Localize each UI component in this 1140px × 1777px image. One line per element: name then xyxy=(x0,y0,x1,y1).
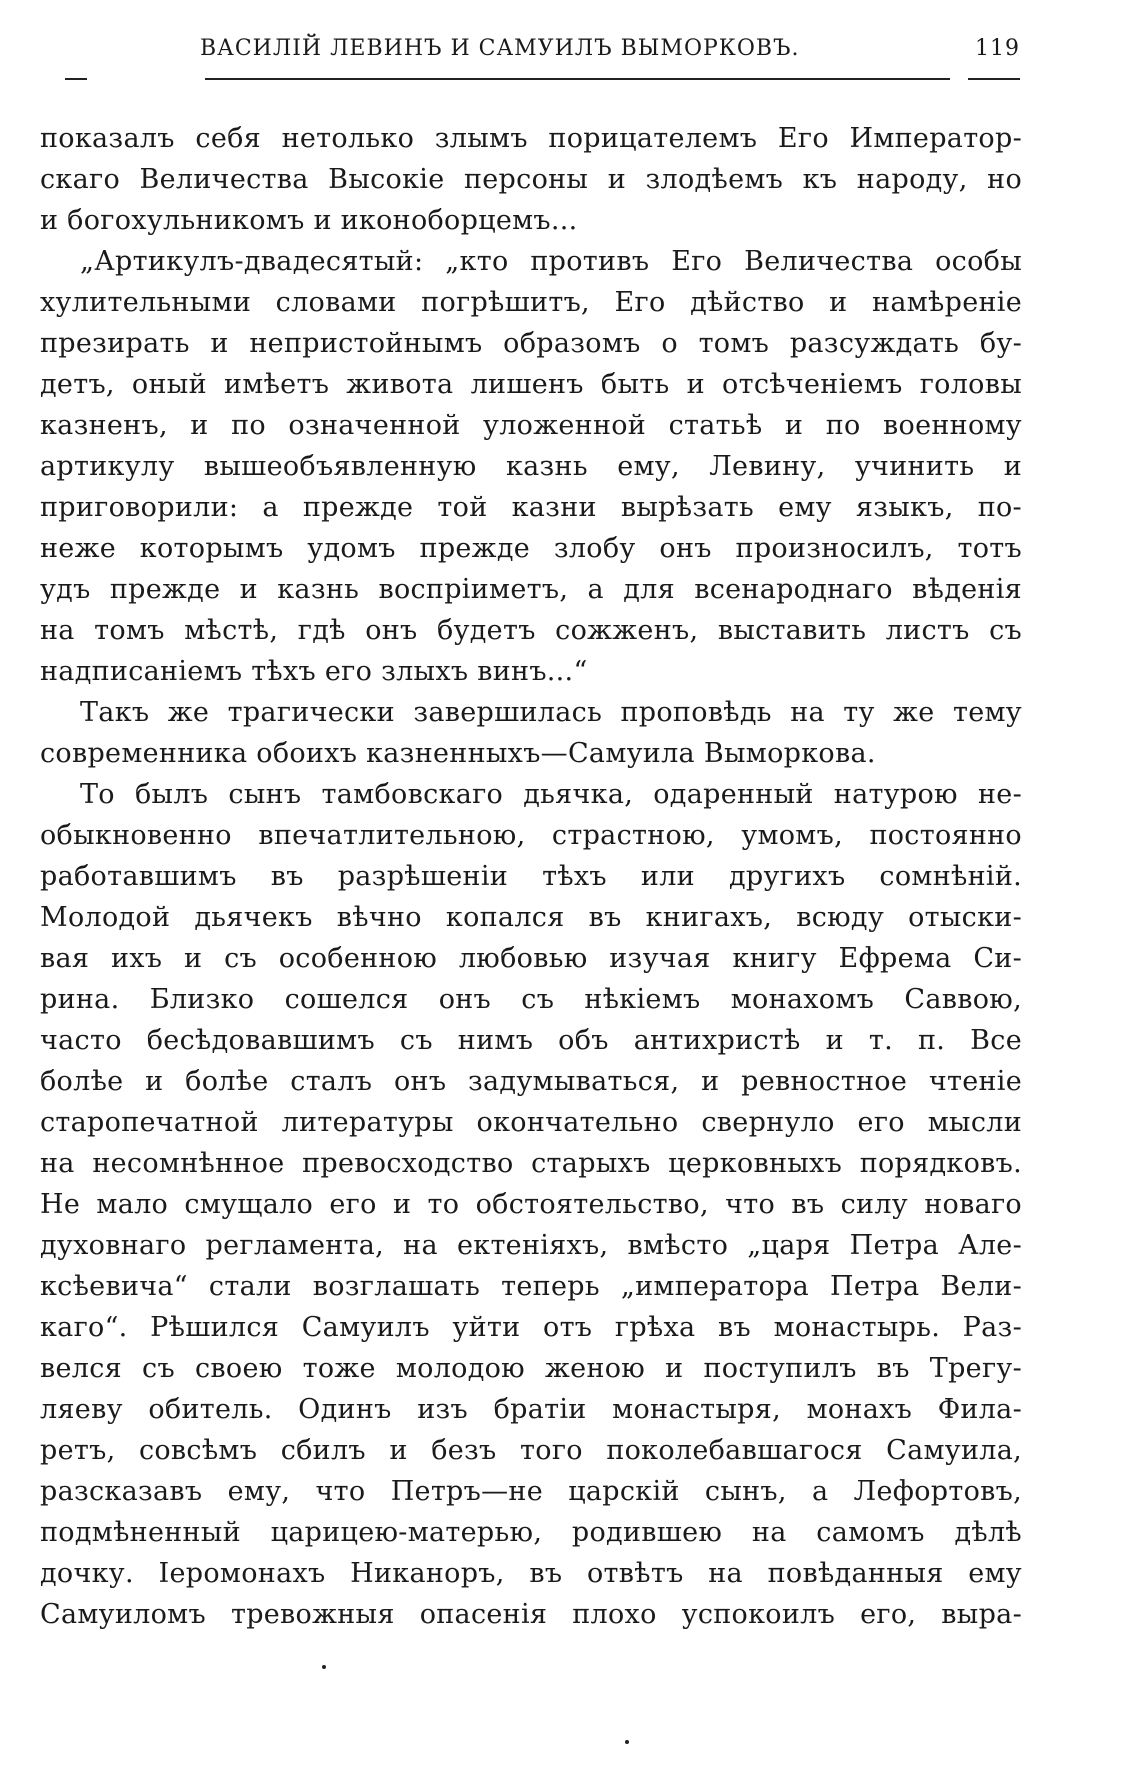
header-rule-center xyxy=(205,78,950,80)
text-line: удъ прежде и казнь воспріиметъ, а для всенароднаго вѣденія xyxy=(40,574,1022,605)
text-line: разсказавъ ему, что Петръ—не царскій сынъ, а Лефортовъ, xyxy=(40,1476,1022,1507)
text-line: дочку. Іеромонахъ Никаноръ, въ отвѣтъ на повѣданныя ему xyxy=(40,1558,1022,1589)
text-line: и богохульникомъ и иконоборцемъ... xyxy=(40,205,578,236)
paragraph xyxy=(40,241,1022,692)
text-line: приговорили: а прежде той казни вырѣзать ему языкъ, по- xyxy=(40,492,1022,523)
text-line: надписаніемъ тѣхъ его злыхъ винъ...“ xyxy=(40,656,588,687)
text-line: подмѣненный царицею-матерью, родившею на самомъ дѣлѣ xyxy=(40,1517,1022,1548)
text-line: неже которымъ удомъ прежде злобу онъ произносилъ, тотъ xyxy=(40,533,1022,564)
text-line: „Артикулъ-двадесятый: „кто противъ Его Величества особы xyxy=(80,246,1022,277)
text-line: казненъ, и по означенной уложенной статьѣ и по военному xyxy=(40,410,1022,441)
text-line: ретъ, совсѣмъ сбилъ и безъ того поколебавшагося Самуила, xyxy=(40,1435,1022,1466)
paragraph xyxy=(40,118,1022,241)
print-speck xyxy=(322,1665,326,1669)
page-number: 119 xyxy=(975,36,1020,61)
text-line: То былъ сынъ тамбовскаго дьячка, одаренный натурою не- xyxy=(80,779,1022,810)
paragraph xyxy=(40,774,1022,1635)
text-line: старопечатной литературы окончательно свернуло его мысли xyxy=(40,1107,1022,1138)
header-rule-right xyxy=(968,78,1020,80)
text-line: ляеву обитель. Одинъ изъ братіи монастыря, монахъ Фила- xyxy=(40,1394,1022,1425)
text-line: болѣе и болѣе сталъ онъ задумываться, и ревностное чтеніе xyxy=(40,1066,1022,1097)
print-speck xyxy=(625,1740,629,1744)
text-line: на томъ мѣстѣ, гдѣ онъ будетъ сожженъ, выставить листъ съ xyxy=(40,615,1022,646)
text-line: рина. Близко сошелся онъ съ нѣкіемъ монахомъ Саввою, xyxy=(40,984,1022,1015)
text-line: часто бесѣдовавшимъ съ нимъ объ антихристѣ и т. п. Все xyxy=(40,1025,1022,1056)
text-line: каго“. Рѣшился Самуилъ уйти отъ грѣха въ монастырь. Раз- xyxy=(40,1312,1022,1343)
paragraph xyxy=(40,692,1022,774)
text-line: ксѣевича“ стали возглашать теперь „императора Петра Вели- xyxy=(40,1271,1022,1302)
text-line: Такъ же трагически завершилась проповѣдь на ту же тему xyxy=(80,697,1022,728)
text-line: работавшимъ въ разрѣшеніи тѣхъ или другихъ сомнѣній. xyxy=(40,861,1022,892)
text-line: презирать и непристойнымъ образомъ о томъ разсуждать бу- xyxy=(40,328,1022,359)
header-rule-left xyxy=(65,78,87,80)
text-line: скаго Величества Высокіе персоны и злодѣемъ къ народу, но xyxy=(40,164,1022,195)
text-line: на несомнѣнное превосходство старыхъ церковныхъ порядковъ. xyxy=(40,1148,1022,1179)
text-line: обыкновенно впечатлительною, страстною, умомъ, постоянно xyxy=(40,820,1022,851)
text-line: хулительными словами погрѣшитъ, Его дѣйство и намѣреніе xyxy=(40,287,1022,318)
page-header xyxy=(40,36,1020,70)
text-line: вая ихъ и съ особенною любовью изучая книгу Ефрема Си- xyxy=(40,943,1022,974)
text-line: велся съ своею тоже молодою женою и поступилъ въ Трегу- xyxy=(40,1353,1022,1384)
text-line: духовнаго регламента, на ектеніяхъ, вмѣсто „царя Петра Але- xyxy=(40,1230,1022,1261)
text-line: современника обоихъ казненныхъ—Самуила Выморкова. xyxy=(40,738,876,769)
text-line: показалъ себя нетолько злымъ порицателемъ Его Император- xyxy=(40,123,1022,154)
text-line: Молодой дьячекъ вѣчно копался въ книгахъ, всюду отыски- xyxy=(40,902,1022,933)
text-line: Не мало смущало его и то обстоятельство, что въ силу новаго xyxy=(40,1189,1022,1220)
text-line: артикулу вышеобъявленную казнь ему, Левину, учинить и xyxy=(40,451,1022,482)
text-line: детъ, оный имѣетъ живота лишенъ быть и отсѣченіемъ головы xyxy=(40,369,1022,400)
running-title: ВАСИЛІЙ ЛЕВИНЪ И САМУИЛЪ ВЫМОРКОВЪ. xyxy=(200,36,800,61)
body-text xyxy=(40,118,1022,1635)
text-line: Самуиломъ тревожныя опасенія плохо успокоилъ его, выра- xyxy=(40,1599,1022,1630)
